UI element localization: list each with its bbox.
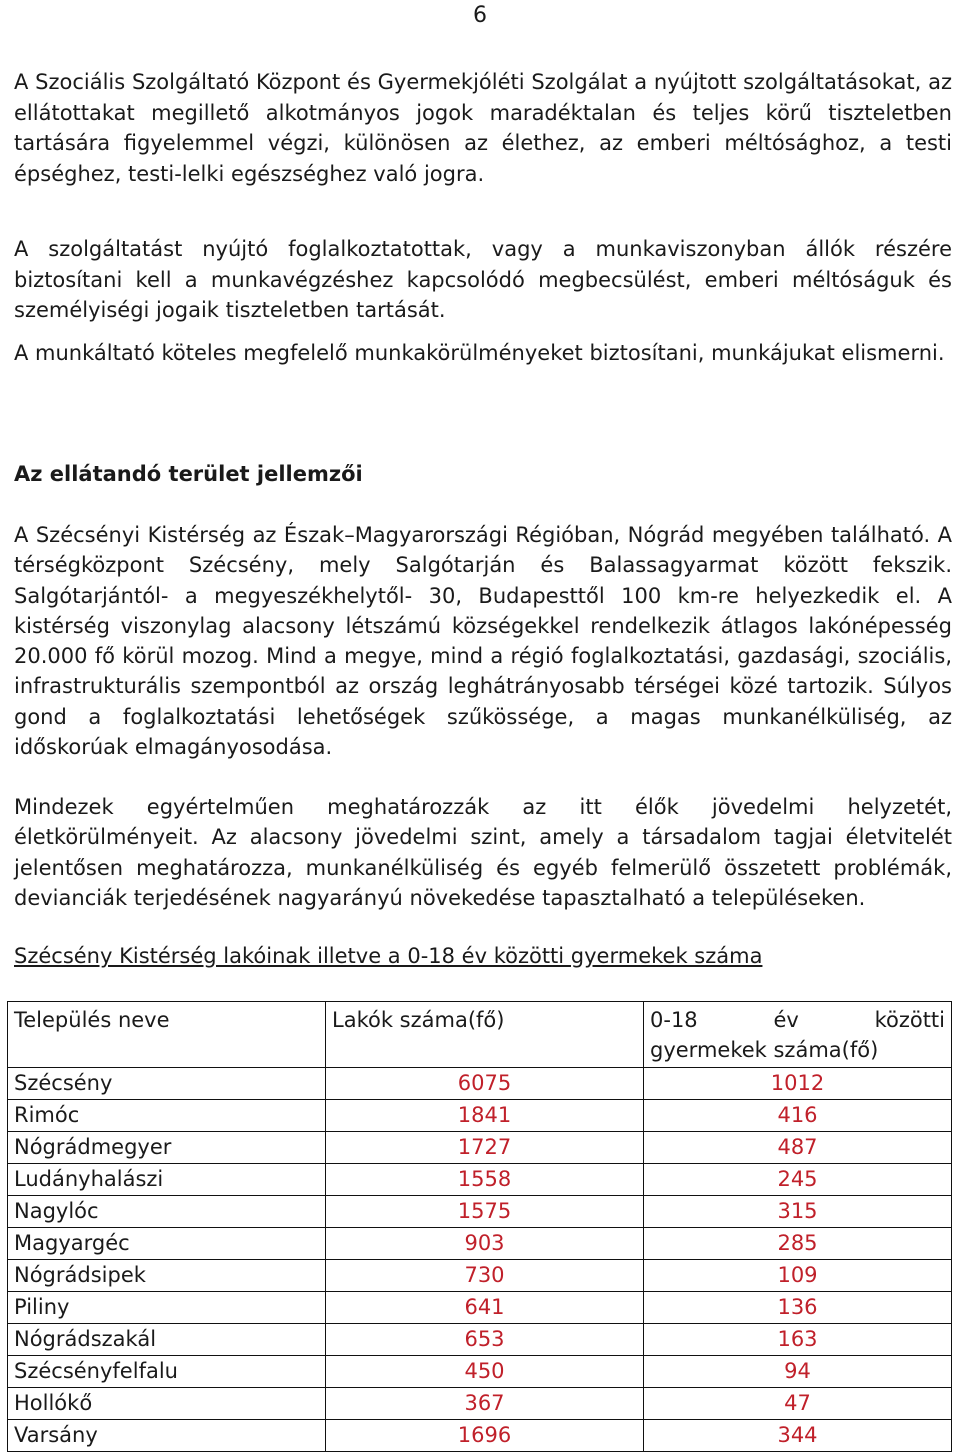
children-count: 94 [644,1356,952,1388]
children-count: 245 [644,1164,952,1196]
settlement-name: Hollókő [8,1388,326,1420]
residents-count: 450 [326,1356,644,1388]
table-row [8,1420,952,1452]
header-residents: Lakók száma(fő) [326,1002,644,1068]
residents-count: 367 [326,1388,644,1420]
section-heading: Az ellátandó terület jellemzői [14,462,363,486]
table-row [8,1164,952,1196]
children-count: 285 [644,1228,952,1260]
header-children-part: év [773,1008,799,1032]
settlement-name: Rimóc [8,1100,326,1132]
children-count: 47 [644,1388,952,1420]
children-count: 163 [644,1324,952,1356]
paragraph-income-situation: Mindezek egyértelműen meghatározzák az itt élők jövedelmi helyzetét, életkörülményeit. Az alacsony jövedelmi szint, amely a társadalom tagjai életvitelét jelentősen meghatározza, munkanélküliség és egyéb felmerülő összetett problémák, devianciák terjedésének nagyarányú növekedése tapasztalható a településeken. [14,795,952,910]
settlement-name: Nógrádmegyer [8,1132,326,1164]
table-caption: Szécsény Kistérség lakóinak illetve a 0-18 év közötti gyermekek száma [14,944,763,968]
residents-count: 1727 [326,1132,644,1164]
table-row [8,1132,952,1164]
residents-count: 1558 [326,1164,644,1196]
residents-count: 653 [326,1324,644,1356]
settlement-name: Nagylóc [8,1196,326,1228]
children-count: 109 [644,1260,952,1292]
children-count: 1012 [644,1068,952,1100]
paragraph-employer-duties: A munkáltató köteles megfelelő munkakörülményeket biztosítani, munkájukat elismerni. [14,341,945,365]
settlement-name: Varsány [8,1420,326,1452]
table-row [8,1228,952,1260]
header-settlement: Település neve [8,1002,326,1068]
header-children-part: közötti [874,1008,945,1032]
table-row [8,1388,952,1420]
residents-count: 641 [326,1292,644,1324]
residents-count: 6075 [326,1068,644,1100]
header-children-part: 0-18 [650,1008,698,1032]
table-row [8,1100,952,1132]
settlement-name: Ludányhalászi [8,1164,326,1196]
children-count: 136 [644,1292,952,1324]
table-row [8,1068,952,1100]
intro-paragraph-rights: A Szociális Szolgáltató Központ és Gyermekjóléti Szolgálat a nyújtott szolgáltatásokat, az ellátottakat megillető alkotmányos jogok maradéktalan és teljes körű tiszteletben tartására figyelemmel végzi, különösen az élethez, az emberi méltósághoz, a testi épséghez, testi-lelki egészséghez való jogra. [14,70,952,186]
page-number: 6 [473,3,487,28]
table-row [8,1260,952,1292]
settlement-name: Szécsény [8,1068,326,1100]
header-children-line2: gyermekek száma(fő) [650,1038,879,1062]
residents-count: 903 [326,1228,644,1260]
children-count: 344 [644,1420,952,1452]
paragraph-employee-dignity: A szolgáltatást nyújtó foglalkoztatottak, vagy a munkaviszonyban állók részére biztosítani kell a munkavégzéshez kapcsolódó megbecsülést, emberi méltóságuk és személyiségi jogaik tiszteletben tartását. [14,237,952,322]
table-row [8,1196,952,1228]
table-row [8,1356,952,1388]
table-row [8,1324,952,1356]
residents-count: 730 [326,1260,644,1292]
residents-count: 1575 [326,1196,644,1228]
settlement-name: Nógrádszakál [8,1324,326,1356]
population-table [7,1001,952,1452]
children-count: 416 [644,1100,952,1132]
settlement-name: Piliny [8,1292,326,1324]
settlement-name: Magyargéc [8,1228,326,1260]
table-header-row [8,1002,952,1068]
children-count: 487 [644,1132,952,1164]
table-row [8,1292,952,1324]
children-count: 315 [644,1196,952,1228]
header-children [644,1002,952,1068]
paragraph-region-description: A Szécsényi Kistérség az Észak–Magyarországi Régióban, Nógrád megyében található. A térségközpont Szécsény, mely Salgótarján és Balassagyarmat között fekszik. Salgótarjántól- a megyeszékhelytől- 30, Budapesttől 100 km-re helyezkedik el. A kistérség viszonylag alacsony létszámú községekkel rendelkezik átlagos lakónépesség 20.000 fő körül mozog. Mind a megye, mind a régió foglalkoztatási, gazdasági, szociális, infrastrukturális szempontból az ország leghátrányosabb térségei közé tartozik. Súlyos gond a foglalkoztatási lehetőségek szűkössége, a magas munkanélküliség, az időskorúak elmagányosodása. [14,523,952,760]
settlement-name: Szécsényfelfalu [8,1356,326,1388]
settlement-name: Nógrádsipek [8,1260,326,1292]
residents-count: 1696 [326,1420,644,1452]
residents-count: 1841 [326,1100,644,1132]
